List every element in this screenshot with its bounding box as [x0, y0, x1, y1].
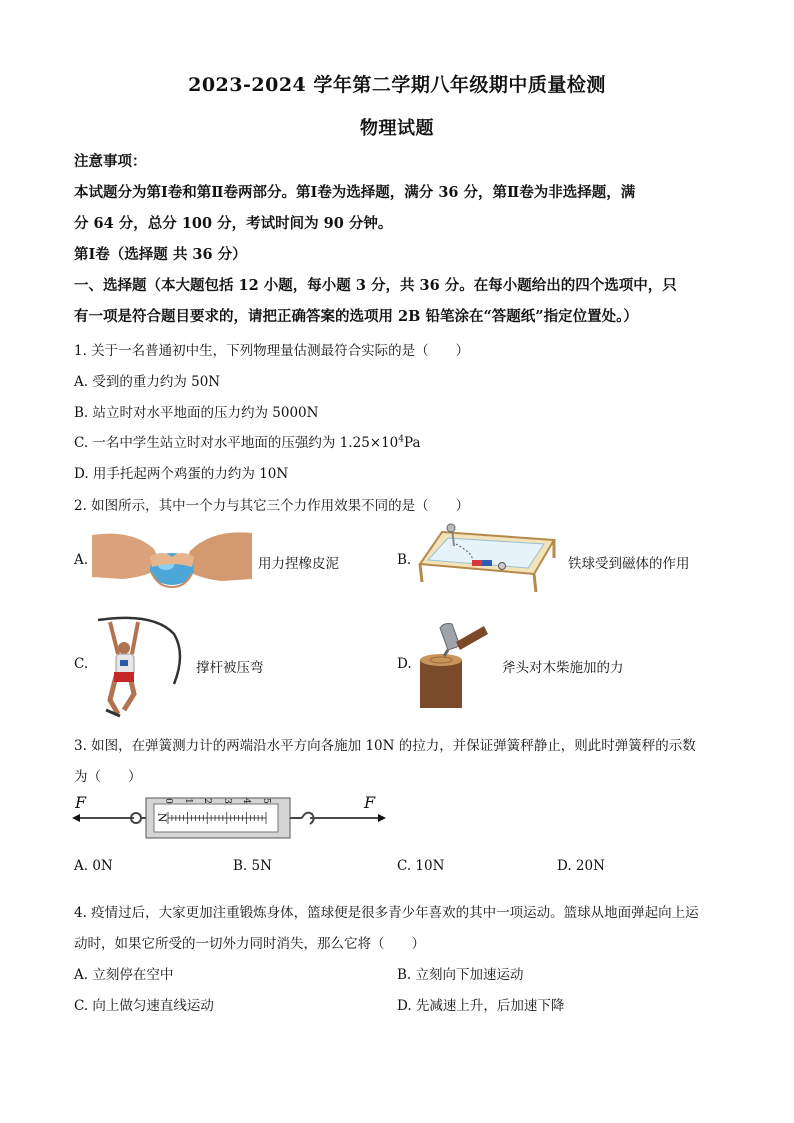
q3-stem-line-1: 3. 如图，在弹簧测力计的两端沿水平方向各施加 10N 的拉力，并保证弹簧秤静止，则此时弹簧秤的示数	[74, 738, 696, 754]
q4-stem-line-2: 动时，如果它所受的一切外力同时消失，那么它将（ ）	[74, 936, 425, 952]
axe-and-firewood-image	[418, 620, 490, 710]
q1-stem: 1. 关于一名普通初中生，下列物理量估测最符合实际的是（ ）	[74, 343, 470, 359]
notice-line-2: 分 64 分，总分 100 分，考试时间为 90 分钟。	[74, 215, 393, 232]
q3-option-a: A. 0N	[74, 858, 113, 874]
scale-tick-label: 0	[162, 798, 173, 804]
exam-subtitle: 物理试题	[360, 118, 434, 139]
q4-option-b: B. 立刻向下加速运动	[397, 967, 524, 983]
q1-option-c-text: C. 一名中学生站立时对水平地面的压强约为 1.25×10	[74, 435, 399, 451]
exam-title: 2023-2024 学年第二学期八年级期中质量检测	[188, 74, 606, 96]
scale-tick-label: 1	[182, 798, 193, 804]
scale-unit-label: N	[155, 812, 169, 823]
q1-option-c	[74, 431, 421, 451]
q2-option-a-letter: A.	[74, 552, 89, 568]
scale-tick-label: 4	[241, 798, 252, 804]
q2-option-d-caption: 斧头对木柴施加的力	[502, 660, 624, 676]
q1-option-d: D. 用手托起两个鸡蛋的力约为 10N	[74, 466, 289, 482]
q2-option-b-caption: 铁球受到磁体的作用	[568, 556, 690, 572]
q2-option-c-caption: 撑杆被压弯	[196, 660, 264, 676]
scale-tick-label: 3	[221, 798, 232, 804]
q3-stem-line-2: 为（ ）	[74, 769, 142, 785]
pole-vaulter-image	[94, 614, 190, 718]
q2-stem: 2. 如图所示，其中一个力与其它三个力作用效果不同的是（ ）	[74, 498, 470, 514]
q1-option-a: A. 受到的重力约为 50N	[74, 374, 221, 390]
hands-squeezing-clay-image	[92, 527, 252, 597]
q1-option-c-unit: Pa	[404, 435, 421, 451]
section-heading: 第Ⅰ卷（选择题 共 36 分）	[74, 246, 247, 263]
q2-option-b-letter: B.	[397, 552, 412, 568]
force-label-left: F	[75, 793, 87, 812]
notice-heading: 注意事项：	[74, 153, 147, 170]
magnet-and-iron-ball-image	[414, 522, 556, 600]
notice-line-1: 本试题分为第Ⅰ卷和第Ⅱ卷两部分。第Ⅰ卷为选择题，满分 36 分，第Ⅱ卷为非选择题，满	[74, 184, 636, 201]
scale-tick-label: 2	[202, 798, 213, 804]
q1-option-b: B. 站立时对水平地面的压力约为 5000N	[74, 405, 319, 421]
q4-stem-line-1: 4. 疫情过后，大家更加注重锻炼身体，篮球便是很多青少年喜欢的其中一项运动。篮球从地面弹起向上运	[74, 905, 699, 921]
section-intro-1: 一、选择题（本大题包括 12 小题，每小题 3 分，共 36 分。在每小题给出的四个选项中，只	[74, 277, 677, 294]
q2-option-c-letter: C.	[74, 656, 89, 672]
q2-option-a-caption: 用力捏橡皮泥	[258, 556, 339, 572]
q1-option-c-exponent: 4	[398, 434, 405, 445]
q3-option-d: D. 20N	[557, 858, 605, 874]
section-intro-2: 有一项是符合题目要求的，请把正确答案的选项用 2B 铅笔涂在“答题纸”指定位置处。）	[74, 308, 638, 325]
q3-option-c: C. 10N	[397, 858, 445, 874]
force-label-right: F	[364, 793, 376, 812]
scale-tick-label: 5	[260, 798, 271, 804]
q4-option-d: D. 先减速上升，后加速下降	[397, 998, 565, 1014]
q4-option-c: C. 向上做匀速直线运动	[74, 998, 214, 1014]
q2-option-d-letter: D.	[397, 656, 412, 672]
q4-option-a: A. 立刻停在空中	[74, 967, 174, 983]
q3-option-b: B. 5N	[233, 858, 272, 874]
